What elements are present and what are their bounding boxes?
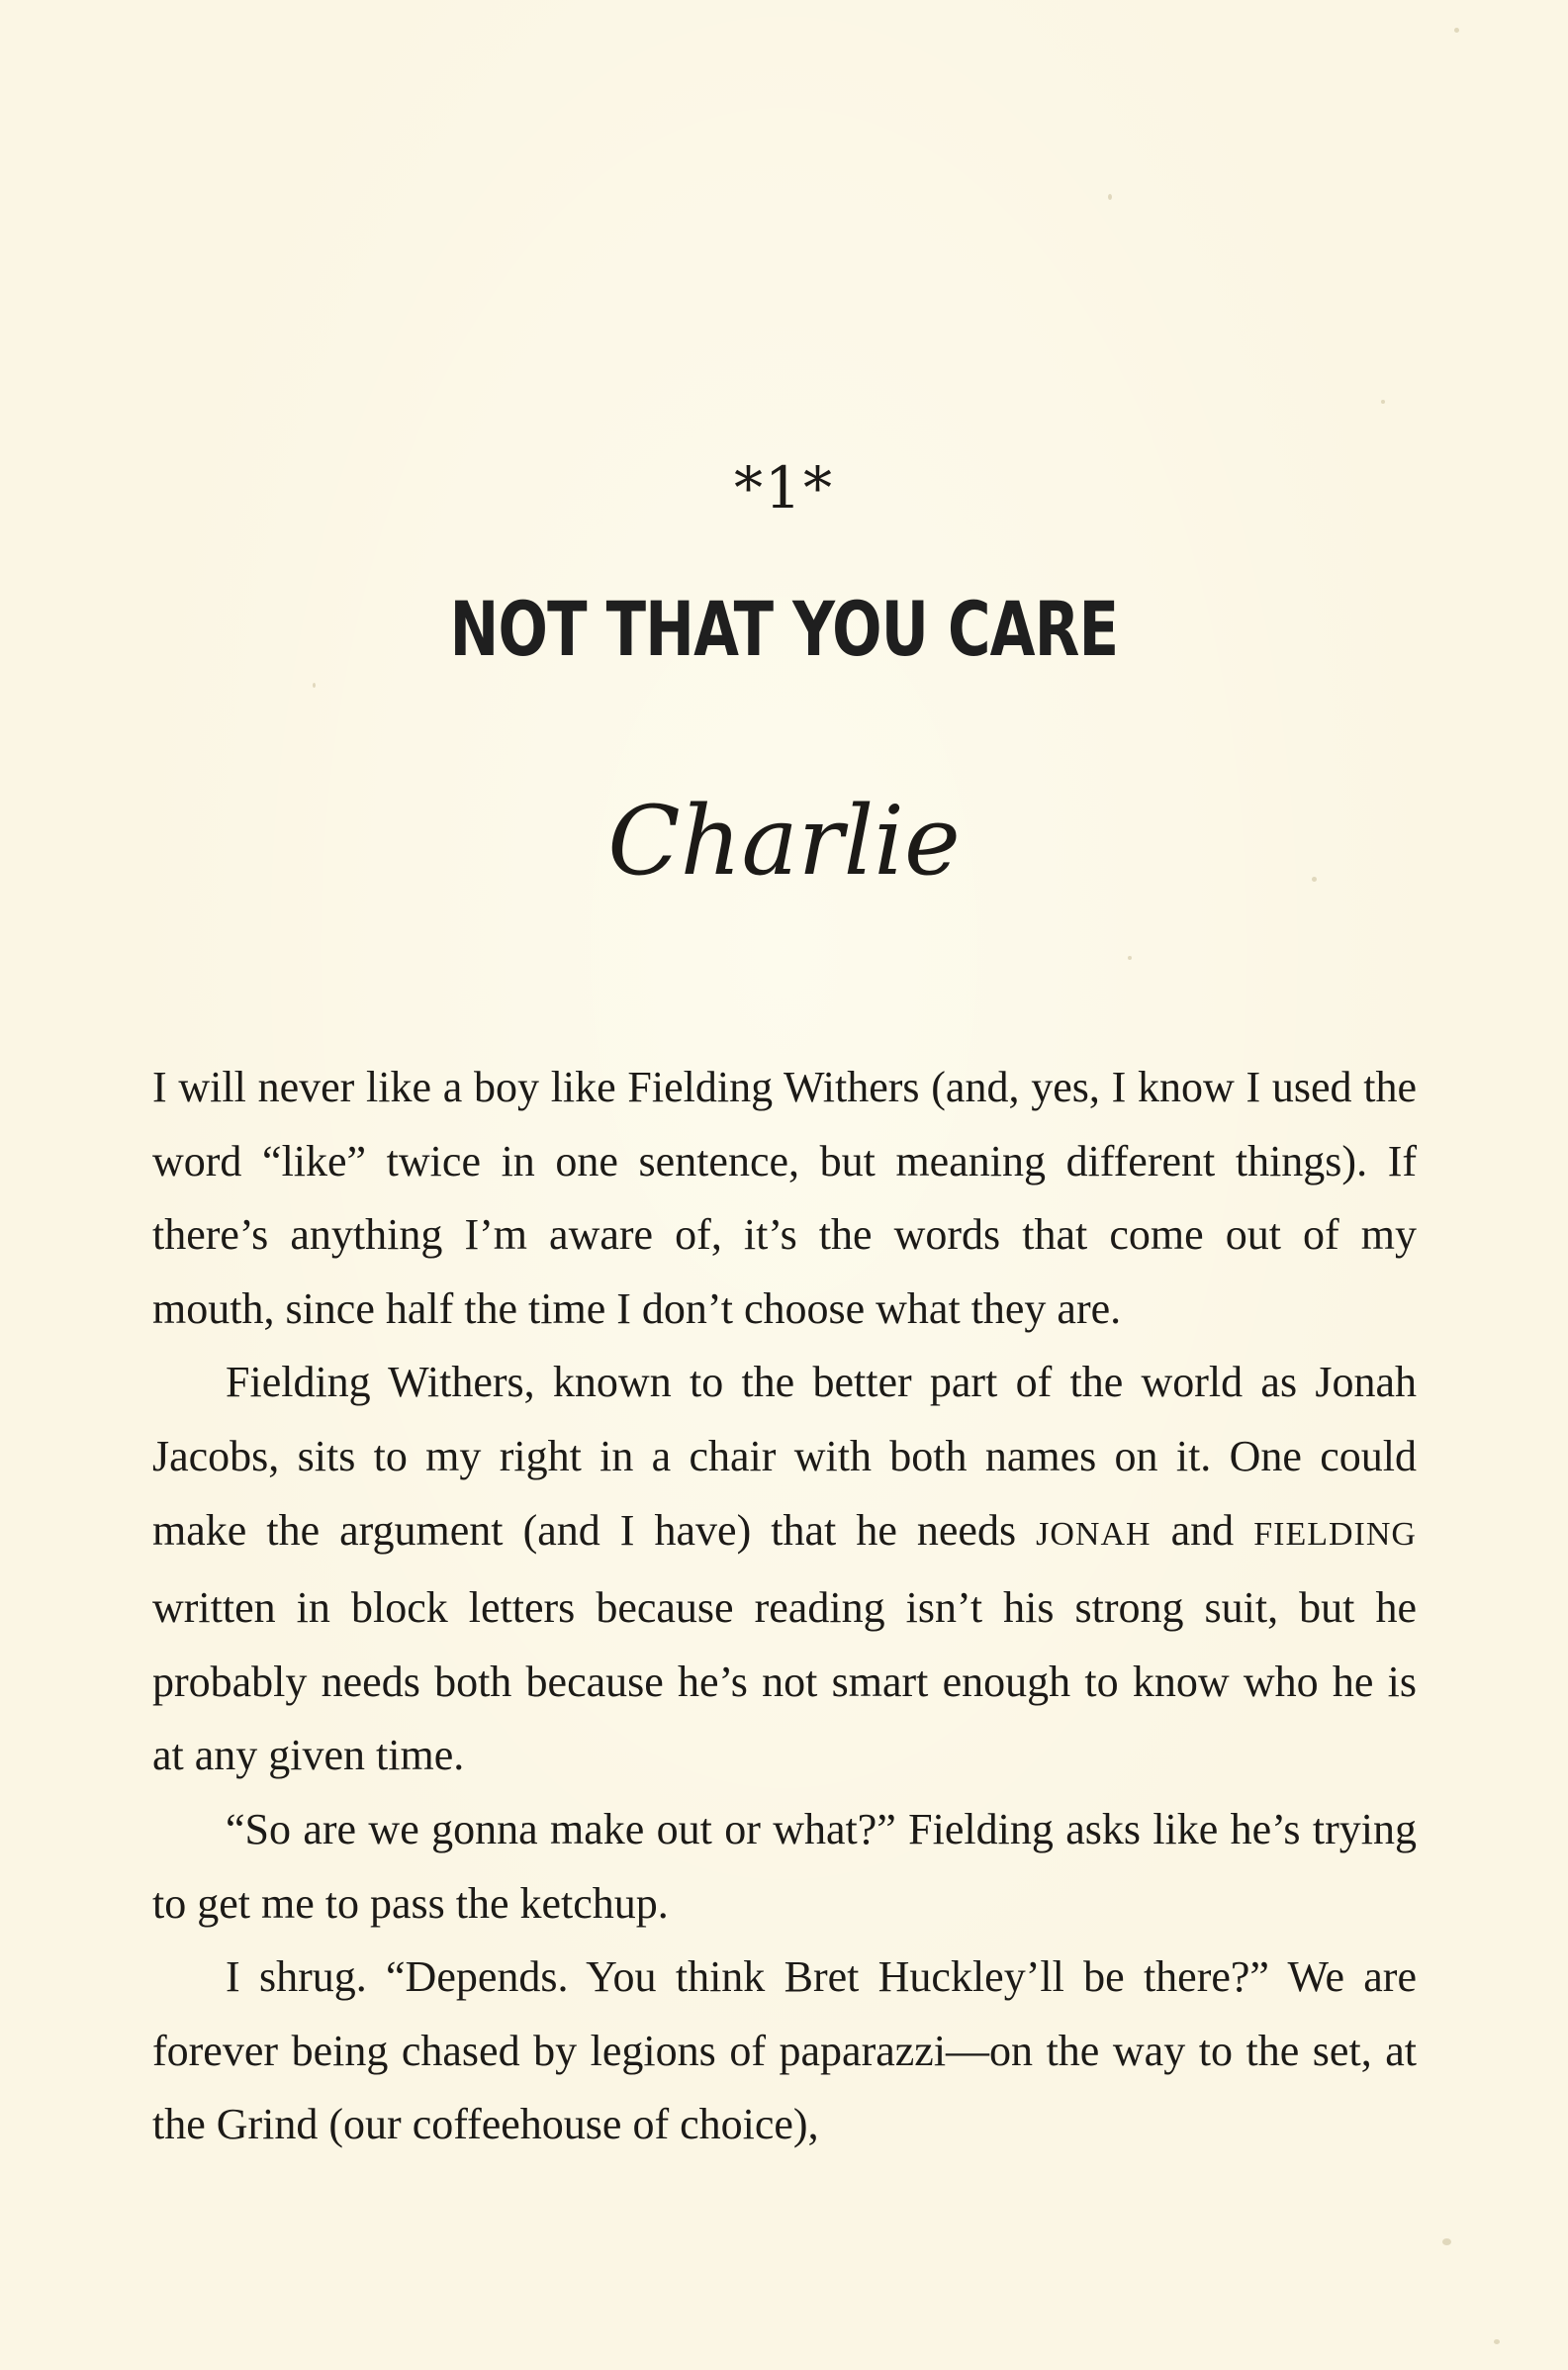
smallcaps-name: FIELDING [1253,1515,1417,1553]
paper-speck [1108,194,1112,200]
paragraph-text: and [1151,1505,1254,1555]
paper-speck [1442,2238,1451,2245]
paper-speck [1494,2339,1500,2344]
chapter-number: *1* [734,454,834,521]
paper-speck [1381,400,1385,404]
chapter-title: NOT THAT YOU CARE [449,585,1119,673]
paper-speck [1128,956,1132,960]
paragraph-text: I shrug. “Depends. You think Bret Huckley’ll be there?” We are forever being chased by legions of paparazzi—on the way to the set, at the Grind (our coffeehouse of choice), [152,1952,1417,2149]
paragraph [152,1051,1417,1346]
paragraph-text: Fielding Withers, known to the better part of the world as Jonah Jacobs, sits to my right in a chair with both names on it. One could make the argument (and I have) that he needs [152,1358,1417,1555]
paragraph-text: written in block letters because reading isn’t his strong suit, but he probably needs both because he’s not smart enough to know who he is at any given time. [152,1583,1417,1780]
paragraph [152,1793,1417,1941]
paper-speck [313,683,316,688]
paper-speck [1454,28,1459,33]
chapter-body [152,1051,1417,2162]
paragraph [152,1346,1417,1793]
paragraph [152,1941,1417,2162]
paragraph-text: “So are we gonna make out or what?” Fielding asks like he’s trying to get me to pass the ketchup. [152,1804,1417,1928]
paragraph-text: I will never like a boy like Fielding Withers (and, yes, I know I used the word “like” twice in one sentence, but meaning different things). If there’s anything I’m aware of, it’s the words that come out of my mouth, since half the time I don’t choose what they are. [152,1063,1417,1333]
smallcaps-name: JONAH [1036,1515,1152,1553]
narrator-name: Charlie [607,786,961,897]
